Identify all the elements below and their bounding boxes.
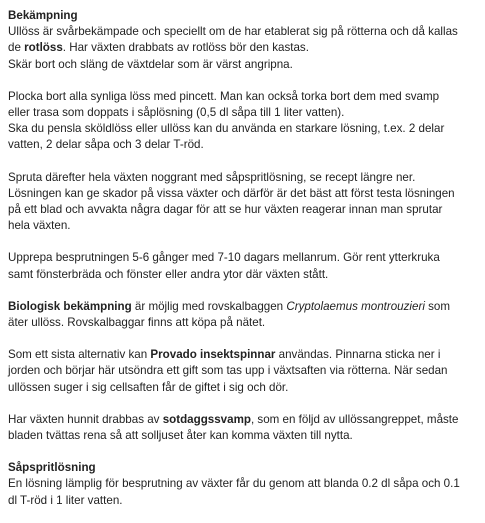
text-line: Har växten hunnit drabbas av sotdaggssvamp, som en följd av ullössangreppet, måste xyxy=(8,412,459,426)
term-provado: Provado insektspinnar xyxy=(150,348,276,362)
text-line: bladen tvättas rena så att solljuset åter kan komma växten till nytta. xyxy=(8,429,353,443)
text-line: Plocka bort alla synliga löss med pincett. Man kan också torka bort dem med svamp xyxy=(8,89,440,103)
text-line: samt fönsterbräda och fönster eller andra ytor där växten stått. xyxy=(8,267,329,281)
paragraph-spruta xyxy=(8,170,478,235)
paragraph-provado xyxy=(8,347,478,396)
text-line: ullössen suger i sig cellsaften får de giftet i sig och dör. xyxy=(8,380,289,394)
paragraph-upprepa xyxy=(8,250,478,282)
text-line: Ullöss är svårbekämpade och speciellt om de har etablerat sig på rötterna och då kallas xyxy=(8,25,458,39)
term-rotloss: rotlöss xyxy=(24,41,63,55)
term-species: Cryptolaemus montrouzieri xyxy=(286,299,425,313)
term-biologisk-bekampning: Biologisk bekämpning xyxy=(8,299,132,313)
text-line: Skär bort och släng de växtdelar som är värst angripna. xyxy=(8,57,293,71)
text-line: hela växten. xyxy=(8,219,71,233)
text-line: dl T-röd i 1 liter vatten. xyxy=(8,493,123,507)
term-sotdaggssvamp: sotdaggssvamp xyxy=(162,412,251,426)
paragraph-plocka xyxy=(8,89,478,154)
text-line: de rotlöss. Har växten drabbats av rotlöss bör den kastas. xyxy=(8,41,309,55)
text-line: jorden och börjar här utsöndra ett gift som tas upp i växtsaften via rötterna. När sedan xyxy=(8,364,448,378)
text-line: Lösningen kan ge skador på vissa växter och därför är det bäst att först testa lösningen xyxy=(8,186,455,200)
paragraph-recept xyxy=(8,476,478,508)
heading-sapspritlosning: Såpspritlösning xyxy=(8,461,96,475)
paragraph-biologisk xyxy=(8,299,478,331)
heading-bekampning: Bekämpning xyxy=(8,9,78,22)
paragraph-rotloss xyxy=(8,24,478,73)
text-line: eller trasa som doppats i såplösning (0,5 dl såpa till 1 liter vatten). xyxy=(8,106,345,120)
text-line: En lösning lämplig för besprutning av växter får du genom att blanda 0.2 dl såpa och 0.1 xyxy=(8,477,460,491)
document-body xyxy=(8,8,478,509)
text-line: Spruta därefter hela växten noggrant med såpspritlösning, se recept längre ner. xyxy=(8,170,416,184)
text-line: vatten, 2 delar såpa och 3 delar T-röd. xyxy=(8,138,204,152)
text-line: Biologisk bekämpning är möjlig med rovskalbaggen Cryptolaemus montrouzieri som xyxy=(8,299,451,313)
text-line: äter ullöss. Rovskalbaggar finns att köpa på nätet. xyxy=(8,316,266,330)
text-line: Som ett sista alternativ kan Provado insektspinnar användas. Pinnarna sticka ner i xyxy=(8,348,441,362)
text-line: på ett blad och avvakta några dagar för att se hur växten reagerar innan man sprutar xyxy=(8,203,443,217)
text-line: Upprepa besprutningen 5-6 gånger med 7-10 dagars mellanrum. Gör rent ytterkruka xyxy=(8,251,440,265)
text-line: Ska du pensla sköldlöss eller ullöss kan du använda en starkare lösning, t.ex. 2 delar xyxy=(8,122,445,136)
paragraph-sotdagg xyxy=(8,412,478,444)
